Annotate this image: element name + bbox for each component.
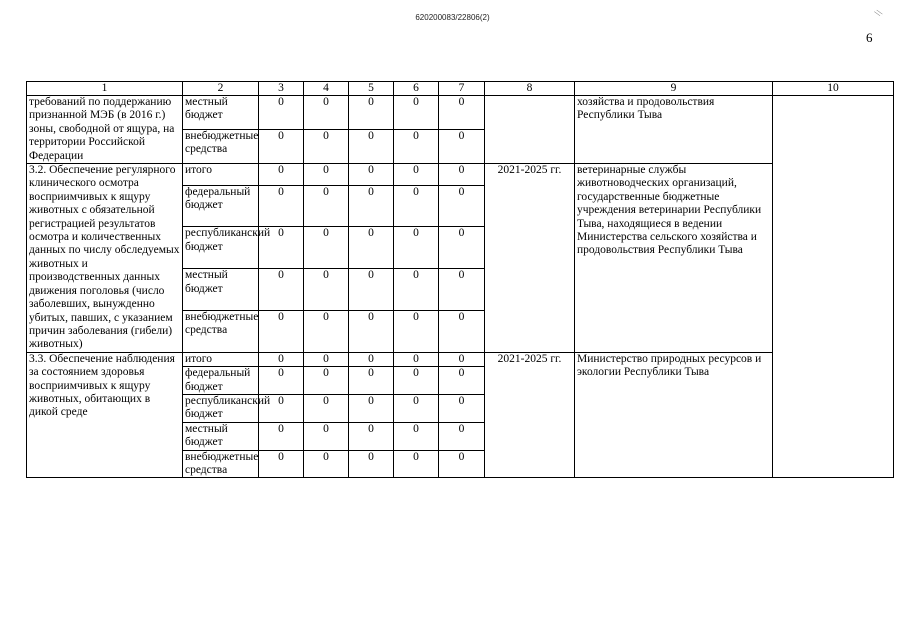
funding-source: внебюджетные средства: [183, 450, 259, 478]
funding-source: республиканский бюджет: [183, 227, 259, 269]
funding-value: 0: [349, 394, 394, 422]
funding-value: 0: [394, 352, 439, 366]
activity-description: 3.3. Обеспечение наблюдения за состоянием здоровья восприимчивых к ящуру животных, обитающих в дикой среде: [27, 352, 183, 478]
funding-value: 0: [349, 269, 394, 311]
funding-source: местный бюджет: [183, 422, 259, 450]
header-cell: 1: [27, 82, 183, 96]
funding-value: 0: [349, 450, 394, 478]
funding-value: 0: [394, 394, 439, 422]
funding-value: 0: [349, 130, 394, 164]
funding-value: 0: [304, 130, 349, 164]
funding-value: 0: [259, 130, 304, 164]
funding-value: 0: [439, 367, 485, 395]
funding-value: 0: [259, 96, 304, 130]
funding-value: 0: [304, 394, 349, 422]
funding-value: 0: [439, 450, 485, 478]
funding-value: 0: [394, 367, 439, 395]
funding-value: 0: [394, 227, 439, 269]
funding-source: итого: [183, 352, 259, 366]
header-cell: 8: [485, 82, 575, 96]
funding-value: 0: [304, 367, 349, 395]
activity-description: требований по поддержанию признанной МЭБ (в 2016 г.) зоны, свободной от ящура, на территории Российской Федерации: [27, 96, 183, 164]
table-row: [27, 352, 894, 366]
funding-value: 0: [304, 352, 349, 366]
funding-value: 0: [394, 269, 439, 311]
funding-value: 0: [259, 352, 304, 366]
funding-value: 0: [439, 352, 485, 366]
executor-cell: Министерство природных ресурсов и экологии Республики Тыва: [575, 352, 773, 478]
funding-value: 0: [439, 310, 485, 352]
header-row: [27, 82, 894, 96]
funding-value: 0: [439, 394, 485, 422]
funding-value: 0: [394, 450, 439, 478]
executor-cell: ветеринарные службы животноводческих организаций, государственные бюджетные учреждения ветеринарии Республики Тыва, находящиеся в ведении Министерства сельского хозяйства и продовольствия Республики Тыва: [575, 164, 773, 353]
funding-value: 0: [439, 227, 485, 269]
funding-value: 0: [304, 185, 349, 227]
funding-value: 0: [304, 422, 349, 450]
funding-value: 0: [259, 367, 304, 395]
funding-value: 0: [304, 450, 349, 478]
funding-value: 0: [439, 269, 485, 311]
activity-description: 3.2. Обеспечение регулярного клинического осмотра восприимчивых к ящуру животных с обязательной регистрацией результатов осмотра и количественных данных по числу обследуемых животных и производственных данных движения поголовья (число заболевших, вынужденно убитых, павших, с указанием причин заболевания (гибели) животных): [27, 164, 183, 353]
header-cell: 9: [575, 82, 773, 96]
column-10-cell: [773, 96, 894, 478]
funding-source: федеральный бюджет: [183, 185, 259, 227]
header-cell: 10: [773, 82, 894, 96]
funding-source: местный бюджет: [183, 269, 259, 311]
header-cell: 3: [259, 82, 304, 96]
funding-value: 0: [394, 130, 439, 164]
document-number: 620200083/22806(2): [415, 13, 490, 22]
funding-value: 0: [304, 227, 349, 269]
executor-cell: хозяйства и продовольствия Республики Тыва: [575, 96, 773, 164]
funding-value: 0: [349, 164, 394, 186]
funding-value: 0: [259, 164, 304, 186]
funding-value: 0: [349, 96, 394, 130]
header-cell: 2: [183, 82, 259, 96]
funding-value: 0: [259, 450, 304, 478]
funding-value: 0: [349, 310, 394, 352]
funding-value: 0: [349, 227, 394, 269]
funding-value: 0: [304, 269, 349, 311]
funding-value: 0: [259, 269, 304, 311]
funding-source: местный бюджет: [183, 96, 259, 130]
funding-value: 0: [394, 164, 439, 186]
header-cell: 5: [349, 82, 394, 96]
funding-value: 0: [439, 96, 485, 130]
table-row: [27, 96, 894, 130]
header-cell: 4: [304, 82, 349, 96]
funding-value: 0: [394, 96, 439, 130]
program-table: [26, 81, 894, 478]
funding-value: 0: [259, 422, 304, 450]
funding-value: 0: [259, 227, 304, 269]
funding-source: республиканский бюджет: [183, 394, 259, 422]
funding-value: 0: [304, 164, 349, 186]
funding-value: 0: [439, 185, 485, 227]
funding-source: внебюджетные средства: [183, 130, 259, 164]
funding-value: 0: [349, 352, 394, 366]
funding-value: 0: [439, 422, 485, 450]
funding-value: 0: [259, 394, 304, 422]
corner-mark: \\: [873, 7, 885, 20]
funding-value: 0: [394, 185, 439, 227]
funding-value: 0: [259, 310, 304, 352]
funding-value: 0: [304, 96, 349, 130]
header-cell: 7: [439, 82, 485, 96]
funding-value: 0: [349, 422, 394, 450]
funding-value: 0: [349, 185, 394, 227]
header-cell: 6: [394, 82, 439, 96]
funding-value: 0: [439, 164, 485, 186]
table-row: [27, 164, 894, 186]
period-cell: 2021-2025 гг.: [485, 164, 575, 353]
funding-value: 0: [439, 130, 485, 164]
funding-value: 0: [259, 185, 304, 227]
funding-source: итого: [183, 164, 259, 186]
funding-source: федеральный бюджет: [183, 367, 259, 395]
funding-value: 0: [394, 422, 439, 450]
page-number: 6: [866, 30, 873, 45]
funding-value: 0: [349, 367, 394, 395]
period-cell: 2021-2025 гг.: [485, 352, 575, 478]
period-cell: [485, 96, 575, 164]
funding-source: внебюджетные средства: [183, 310, 259, 352]
funding-value: 0: [394, 310, 439, 352]
funding-value: 0: [304, 310, 349, 352]
